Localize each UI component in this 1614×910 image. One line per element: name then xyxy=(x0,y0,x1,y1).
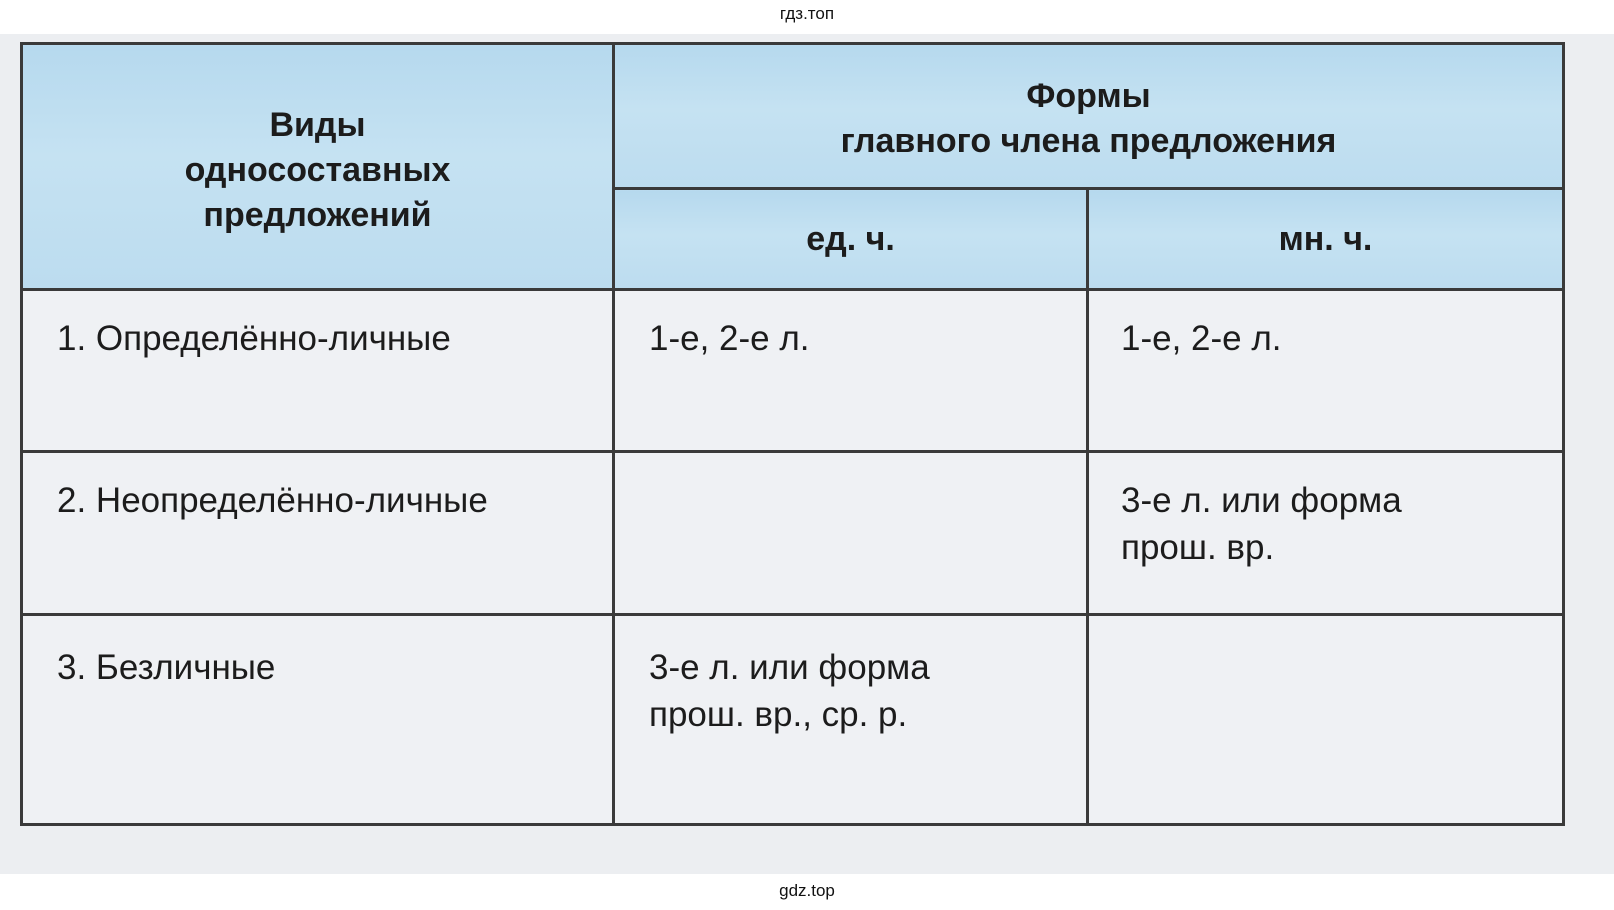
header-types-line-1: Виды xyxy=(269,106,366,144)
row-1-plural: 1-е, 2-е л. xyxy=(1088,290,1564,452)
row-3-singular xyxy=(614,615,1088,825)
sentence-types-table xyxy=(20,42,1565,826)
row-3-type: 3. Безличные xyxy=(22,615,614,825)
row-3-singular-line-1: 3-е л. или форма xyxy=(649,648,930,687)
table-row xyxy=(22,452,1564,615)
header-singular-cell xyxy=(614,189,1088,290)
row-1-type: 1. Определённо-личные xyxy=(22,290,614,452)
header-plural-cell xyxy=(1088,189,1564,290)
row-2-plural-line-1: 3-е л. или форма xyxy=(1121,481,1402,520)
watermark-top: гдз.топ xyxy=(779,4,835,23)
header-forms-cell xyxy=(614,44,1564,189)
header-plural: мн. ч. xyxy=(1278,219,1373,258)
table-row xyxy=(22,615,1564,825)
header-forms-line-2: главного члена предложения xyxy=(840,122,1337,160)
row-2-singular xyxy=(614,452,1088,615)
header-types-cell xyxy=(22,44,614,290)
header-types-line-2: односоставных xyxy=(184,151,451,189)
header-forms-line-1: Формы xyxy=(1026,77,1151,115)
row-3-singular-line-2: прош. вр., ср. р. xyxy=(649,695,908,734)
table-row xyxy=(22,290,1564,452)
row-2-plural xyxy=(1088,452,1564,615)
row-2-type: 2. Неопределённо-личные xyxy=(22,452,614,615)
row-2-plural-line-2: прош. вр. xyxy=(1121,528,1275,567)
header-singular: ед. ч. xyxy=(806,219,895,258)
watermark-bottom: gdz.top xyxy=(779,881,835,900)
row-3-plural xyxy=(1088,615,1564,825)
header-types-line-3: предложений xyxy=(203,196,432,234)
row-1-singular: 1-е, 2-е л. xyxy=(614,290,1088,452)
